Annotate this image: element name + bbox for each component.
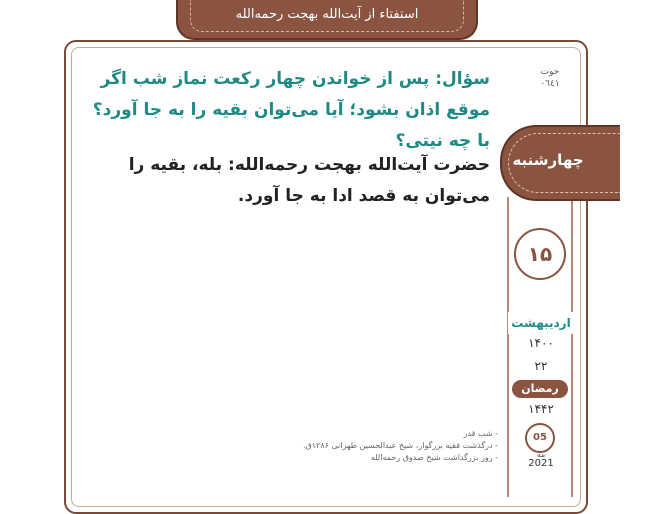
- solar-year: ۱۴۰۰: [528, 336, 554, 350]
- hijri-month-badge: رمضان: [512, 380, 568, 398]
- note-line: - روز بزرگداشت شیخ صدوق رحمه‌الله: [370, 453, 498, 462]
- gregorian-month: مه: [536, 450, 546, 459]
- day-name: چهارشنبه: [512, 151, 584, 169]
- question-text: سؤال: پس از خواندن چهار رکعت نماز شب اگر موقع اذان بشود؛ آیا می‌توان بقیه را به جا آورد؟ با چه نیتی؟: [92, 69, 490, 151]
- header-banner: [176, 0, 478, 40]
- top-date-month: حوت: [540, 67, 560, 77]
- occasion-notes: [250, 428, 498, 464]
- answer-text: حضرت آیت‌الله بهجت رحمه‌الله: بله، بقیه را می‌توان به قصد ادا به جا آورد.: [128, 155, 490, 206]
- note-line: - درگذشت فقیه بزرگوار، شیخ عبدالحسین طهرانی ۱۲۸۶ق.: [302, 441, 498, 450]
- gregorian-day-badge: 05: [525, 423, 555, 453]
- day-number-badge: ۱۵: [514, 228, 566, 280]
- hijri-year: ۱۴۴۲: [528, 402, 554, 416]
- hijri-day: ۲۲: [534, 359, 548, 373]
- solar-month: اردیبهشت: [508, 312, 574, 334]
- top-date: [530, 66, 570, 90]
- note-line: - شب قدر: [463, 429, 498, 438]
- banner-title: استفتاء از آیت‌الله بهجت رحمه‌الله: [235, 7, 419, 22]
- gregorian-year: 2021: [528, 458, 554, 469]
- day-ribbon: [500, 125, 620, 201]
- top-date-year: ۰٦٤١: [540, 79, 560, 89]
